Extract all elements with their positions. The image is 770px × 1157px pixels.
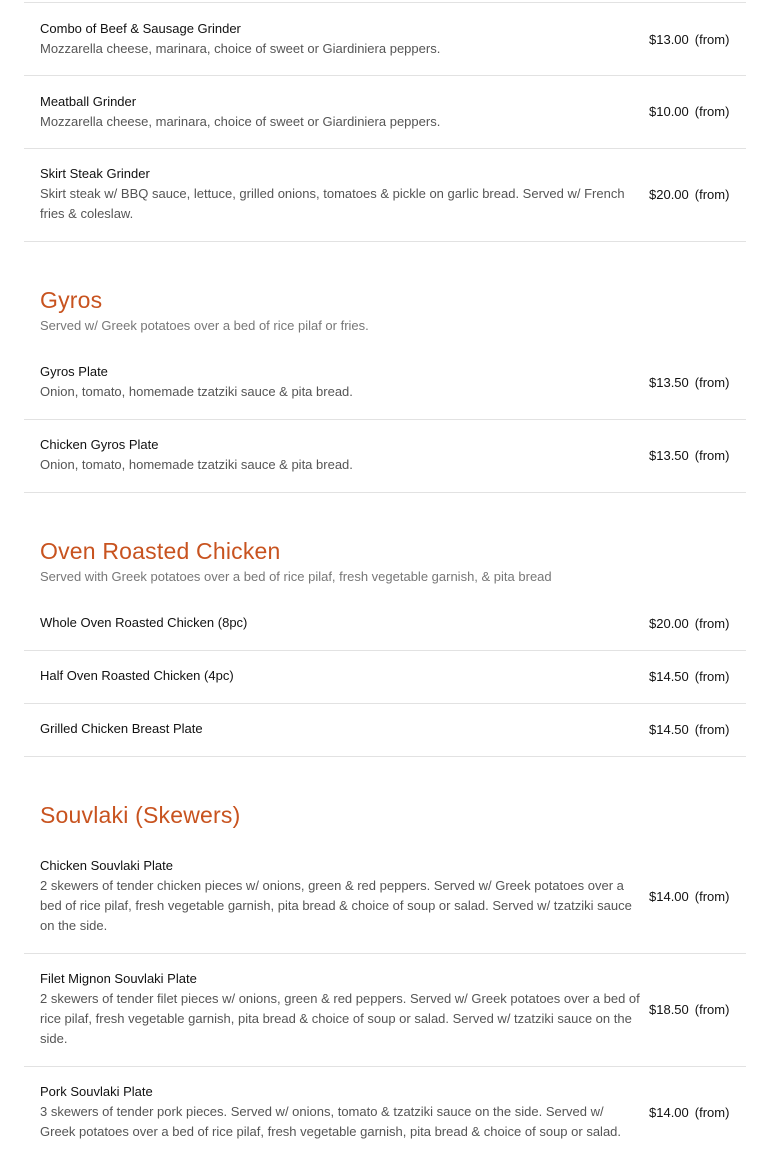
menu-item-grilled-chicken-breast[interactable] [24, 704, 746, 757]
menu-item-whole-chicken[interactable] [24, 598, 746, 651]
item-price: $18.50 (from) [649, 1002, 730, 1017]
item-price: $13.50 (from) [649, 448, 730, 463]
menu-item-combo-grinder[interactable] [24, 2, 746, 76]
item-description: Mozzarella cheese, marinara, choice of sweet or Giardiniera peppers. [40, 114, 441, 129]
item-description: Skirt steak w/ BBQ sauce, lettuce, grilled onions, tomatoes & pickle on garlic bread. Served w/ French fries & coleslaw. [40, 186, 625, 221]
item-name: Pork Souvlaki Plate [40, 1084, 153, 1099]
section-title-chicken: Oven Roasted Chicken [40, 538, 281, 564]
item-name: Chicken Souvlaki Plate [40, 858, 173, 873]
menu-item-filet-mignon-souvlaki[interactable] [24, 954, 746, 1067]
menu-item-chicken-gyros-plate[interactable] [24, 420, 746, 493]
item-description: Mozzarella cheese, marinara, choice of sweet or Giardiniera peppers. [40, 41, 441, 56]
item-price: $14.50 (from) [649, 669, 730, 684]
menu-item-skirt-steak-grinder[interactable] [24, 149, 746, 242]
item-name: Gyros Plate [40, 364, 108, 379]
item-name: Filet Mignon Souvlaki Plate [40, 971, 197, 986]
section-description-chicken: Served with Greek potatoes over a bed of rice pilaf, fresh vegetable garnish, & pita bread [40, 569, 552, 584]
item-name: Grilled Chicken Breast Plate [40, 721, 203, 736]
item-name: Combo of Beef & Sausage Grinder [40, 21, 241, 36]
menu-item-meatball-grinder[interactable] [24, 76, 746, 149]
item-description: 2 skewers of tender chicken pieces w/ onions, green & red peppers. Served w/ Greek potatoes over a bed of rice pilaf, fresh vegetable garnish, pita bread & choice of soup or salad. Served w/ tzatziki sauce on the side. [40, 878, 632, 933]
item-description: Onion, tomato, homemade tzatziki sauce & pita bread. [40, 457, 353, 472]
item-price: $14.00 (from) [649, 1105, 730, 1120]
item-description: Onion, tomato, homemade tzatziki sauce & pita bread. [40, 384, 353, 399]
menu-item-half-chicken[interactable] [24, 651, 746, 704]
item-name: Skirt Steak Grinder [40, 166, 150, 181]
menu-item-pork-souvlaki[interactable] [24, 1067, 746, 1157]
menu-item-gyros-plate[interactable] [24, 346, 746, 420]
item-name: Whole Oven Roasted Chicken (8pc) [40, 615, 248, 630]
section-description-gyros: Served w/ Greek potatoes over a bed of rice pilaf or fries. [40, 318, 369, 333]
item-description: 2 skewers of tender filet pieces w/ onions, green & red peppers. Served w/ Greek potatoes over a bed of rice pilaf, fresh vegetable garnish, pita bread & choice of soup or salad. Served w/ tzatziki sauce on the side. [40, 991, 640, 1046]
section-title-souvlaki: Souvlaki (Skewers) [40, 802, 241, 828]
item-price: $13.00 (from) [649, 32, 730, 47]
item-description: 3 skewers of tender pork pieces. Served w/ onions, tomato & tzatziki sauce on the side. Served w/ Greek potatoes over a bed of rice pilaf, fresh vegetable garnish, pita bread & choice of soup or salad. [40, 1104, 622, 1139]
section-title-gyros: Gyros [40, 287, 103, 313]
item-name: Chicken Gyros Plate [40, 437, 159, 452]
item-price: $14.50 (from) [649, 722, 730, 737]
item-price: $20.00 (from) [649, 616, 730, 631]
item-name: Half Oven Roasted Chicken (4pc) [40, 668, 234, 683]
menu-item-chicken-souvlaki[interactable] [24, 841, 746, 954]
item-price: $10.00 (from) [649, 104, 730, 119]
item-name: Meatball Grinder [40, 94, 137, 109]
item-price: $13.50 (from) [649, 375, 730, 390]
item-price: $20.00 (from) [649, 187, 730, 202]
item-price: $14.00 (from) [649, 889, 730, 904]
